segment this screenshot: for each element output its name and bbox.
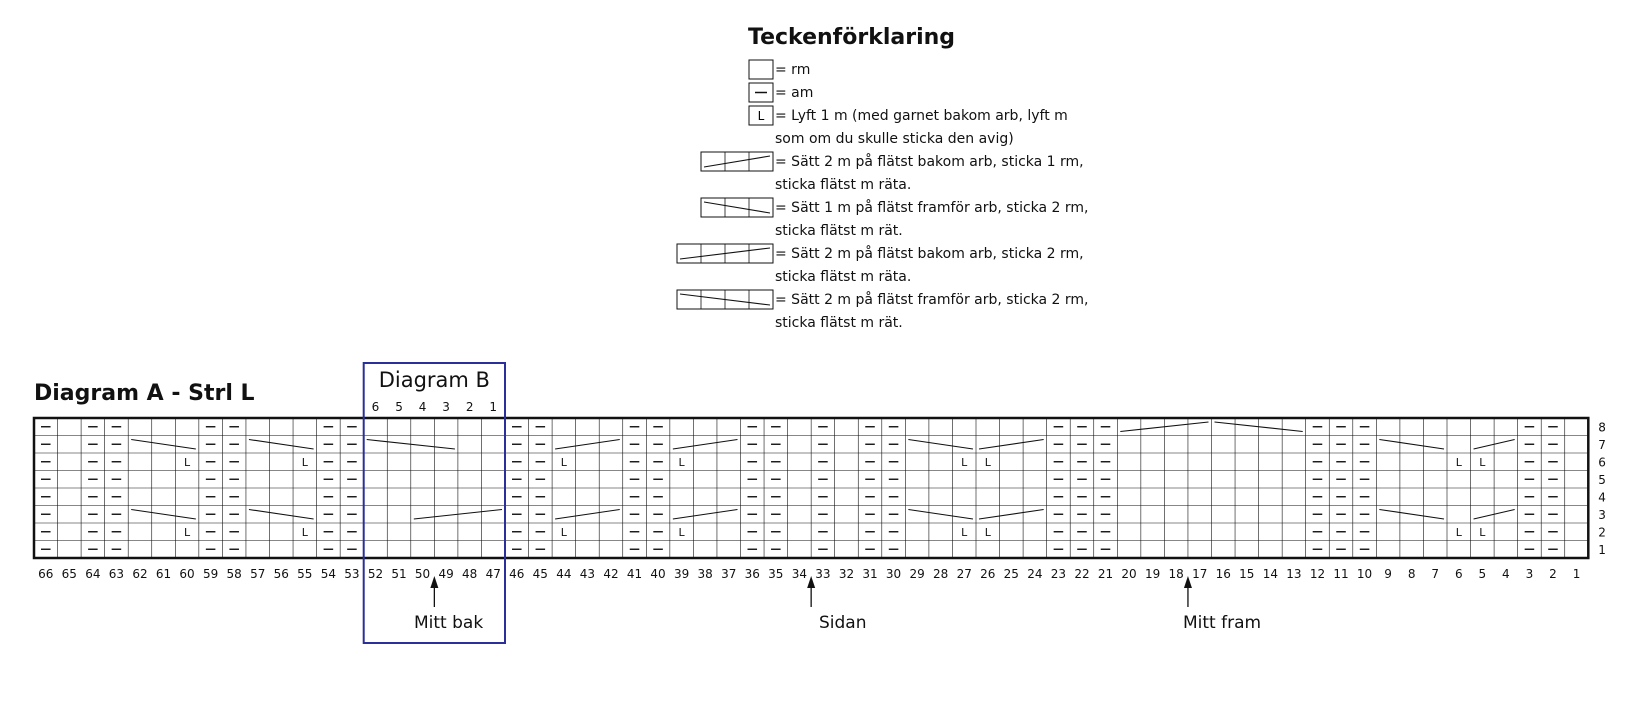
legend-text-5-1: = Sätt 1 m på flätst framför arb, sticka 2 rm, <box>775 200 1089 216</box>
col-label-41: 41 <box>626 567 643 581</box>
col-label-51: 51 <box>391 567 407 581</box>
col-label-38: 38 <box>697 567 713 581</box>
row-labels <box>1598 421 1606 558</box>
cable-mark-r7-c39-37 <box>673 440 738 450</box>
slip-mark-r6-c27: L <box>961 456 968 469</box>
col-label-44: 44 <box>556 567 572 581</box>
legend-text-7-2: sticka flätst m rät. <box>775 315 903 331</box>
col-label-55: 55 <box>297 567 313 581</box>
col-label-24: 24 <box>1027 567 1043 581</box>
mitt-fram-arrow <box>1184 576 1192 607</box>
slip-mark-r2-c27: L <box>961 526 968 539</box>
legend-text-7-1: = Sätt 2 m på flätst framför arb, sticka 2 rm, <box>775 292 1089 308</box>
diagram-b-col-5: 5 <box>395 400 403 414</box>
diagram-b-col-6: 6 <box>371 400 380 414</box>
mitt-bak-arrow <box>430 576 438 607</box>
cable-mark-r3-c62-60 <box>131 510 196 520</box>
col-label-19: 19 <box>1144 567 1161 581</box>
col-label-50: 50 <box>414 567 431 581</box>
col-label-48: 48 <box>462 567 478 581</box>
col-label-34: 34 <box>791 567 808 581</box>
slip-mark-r2-c55: L <box>301 526 308 539</box>
legend-text-5-2: sticka flätst m rät. <box>775 223 903 239</box>
col-label-26: 26 <box>980 567 996 581</box>
col-label-63: 63 <box>108 567 125 581</box>
col-label-54: 54 <box>320 567 337 581</box>
legend-text-3-1: = Lyft 1 m (med garnet bakom arb, lyft m <box>775 108 1068 124</box>
col-label-28: 28 <box>933 567 949 581</box>
diagram-b-col-2: 2 <box>465 400 474 414</box>
slip-mark-r6-c39: L <box>678 456 685 469</box>
diagram-b-col-4: 4 <box>418 400 427 414</box>
slip-mark-r2-c6: L <box>1455 526 1462 539</box>
col-label-29: 29 <box>909 567 925 581</box>
col-label-12: 12 <box>1309 567 1326 581</box>
col-label-46: 46 <box>509 567 525 581</box>
cable-mark-r7-c57-55 <box>249 440 314 450</box>
legend-title: Teckenförklaring <box>748 25 956 50</box>
col-label-53: 53 <box>344 567 360 581</box>
diagram-a-title: Diagram A - Strl L <box>34 381 255 406</box>
cable-mark-r7-c62-60 <box>131 440 196 450</box>
row-label-3: 3 <box>1598 508 1606 522</box>
cable-mark-r3-c26-24 <box>979 510 1044 520</box>
row-label-7: 7 <box>1598 438 1606 452</box>
slip-mark-r6-c44: L <box>560 456 567 469</box>
svg-text:L: L <box>757 109 765 123</box>
col-label-6: 6 <box>1454 567 1463 581</box>
col-label-15: 15 <box>1239 567 1255 581</box>
col-label-1: 1 <box>1572 567 1581 581</box>
col-label-21: 21 <box>1097 567 1114 581</box>
col-label-42: 42 <box>603 567 619 581</box>
row-label-1: 1 <box>1598 543 1606 557</box>
mitt-fram-label: Mitt fram <box>1183 613 1262 633</box>
slip-mark-r2-c60: L <box>184 526 191 539</box>
col-label-37: 37 <box>721 567 737 581</box>
diagram-b-title: Diagram B <box>378 368 490 392</box>
col-label-66: 66 <box>38 567 54 581</box>
col-label-20: 20 <box>1121 567 1137 581</box>
row-label-4: 4 <box>1598 490 1606 505</box>
col-label-39: 39 <box>673 567 690 581</box>
row-label-8: 8 <box>1598 420 1606 435</box>
sidan-label: Sidan <box>819 613 867 633</box>
sidan-arrow <box>807 576 815 607</box>
slip-mark-r6-c6: L <box>1455 456 1462 469</box>
cable-mark-r7-c9-7 <box>1379 440 1444 450</box>
col-label-7: 7 <box>1431 567 1440 581</box>
slip-mark-r6-c60: L <box>184 456 191 469</box>
cable-mark-r7-c29-27 <box>908 440 973 450</box>
col-label-14: 14 <box>1262 567 1279 581</box>
col-label-52: 52 <box>367 567 384 581</box>
col-label-40: 40 <box>650 567 666 581</box>
col-label-32: 32 <box>838 567 855 581</box>
col-label-25: 25 <box>1003 567 1019 581</box>
slip-mark-r2-c5: L <box>1479 526 1486 539</box>
col-label-47: 47 <box>485 567 501 581</box>
col-label-2: 2 <box>1549 567 1557 581</box>
col-label-17: 17 <box>1192 567 1208 581</box>
col-label-45: 45 <box>532 567 548 581</box>
slip-mark-r2-c39: L <box>678 526 685 539</box>
col-label-13: 13 <box>1286 567 1302 581</box>
col-label-31: 31 <box>862 567 878 581</box>
diagram-b-col-3: 3 <box>442 400 450 414</box>
col-label-56: 56 <box>273 567 289 581</box>
col-label-59: 59 <box>202 567 219 581</box>
col-label-22: 22 <box>1074 567 1090 581</box>
legend-text-4-1: = Sätt 2 m på flätst bakom arb, sticka 1 rm, <box>775 154 1084 170</box>
col-label-49: 49 <box>438 567 454 581</box>
col-label-8: 8 <box>1407 567 1416 581</box>
column-labels <box>38 567 1580 581</box>
col-label-23: 23 <box>1050 567 1067 581</box>
cable-mark-r3-c39-37 <box>673 510 738 520</box>
row-label-2: 2 <box>1598 525 1606 540</box>
col-label-61: 61 <box>155 567 172 581</box>
cable-mark-r3-c29-27 <box>908 510 973 520</box>
col-label-16: 16 <box>1215 567 1231 581</box>
slip-mark-r6-c26: L <box>984 456 991 469</box>
cable-mark-r3-c57-55 <box>249 510 314 520</box>
cable-mark-r3-c9-7 <box>1379 510 1444 520</box>
col-label-18: 18 <box>1168 567 1184 581</box>
col-label-9: 9 <box>1384 567 1392 581</box>
col-label-62: 62 <box>132 567 148 581</box>
col-label-27: 27 <box>956 567 972 581</box>
col-label-5: 5 <box>1478 567 1487 581</box>
slip-mark-r6-c55: L <box>301 456 308 469</box>
col-label-65: 65 <box>61 567 77 581</box>
cable-mark-r7-c44-42 <box>555 440 620 450</box>
legend-text-6-1: = Sätt 2 m på flätst bakom arb, sticka 2 rm, <box>775 246 1084 262</box>
legend-text-3-2: som om du skulle sticka den avig) <box>775 131 1014 147</box>
cable-mark-r7-c26-24 <box>979 440 1044 450</box>
col-label-57: 57 <box>250 567 266 581</box>
col-label-10: 10 <box>1356 567 1373 581</box>
slip-marks <box>184 456 1486 539</box>
legend-text-6-2: sticka flätst m räta. <box>775 269 912 285</box>
col-label-35: 35 <box>768 567 784 581</box>
slip-mark-r2-c44: L <box>560 526 567 539</box>
chart-grid <box>34 418 1588 558</box>
legend-text-4-2: sticka flätst m räta. <box>775 177 912 193</box>
diagram-b-col-1: 1 <box>489 400 498 414</box>
col-label-33: 33 <box>815 567 831 581</box>
col-label-43: 43 <box>579 567 596 581</box>
row-label-5: 5 <box>1598 473 1606 487</box>
slip-mark-r2-c26: L <box>984 526 991 539</box>
col-label-64: 64 <box>85 567 101 581</box>
col-label-4: 4 <box>1502 567 1510 581</box>
col-label-60: 60 <box>179 567 195 581</box>
diagram-b-column-labels <box>372 400 497 414</box>
row-label-6: 6 <box>1598 455 1606 470</box>
slip-mark-r6-c5: L <box>1479 456 1486 469</box>
col-label-3: 3 <box>1525 567 1534 581</box>
col-label-11: 11 <box>1333 567 1349 581</box>
col-label-58: 58 <box>226 567 242 581</box>
col-label-30: 30 <box>885 567 902 581</box>
legend-text-1-1: = rm <box>775 62 811 78</box>
cable-mark-r3-c44-42 <box>555 510 620 520</box>
mitt-bak-label: Mitt bak <box>414 613 484 633</box>
legend-text-2-1: = am <box>775 85 814 101</box>
col-label-36: 36 <box>744 567 760 581</box>
